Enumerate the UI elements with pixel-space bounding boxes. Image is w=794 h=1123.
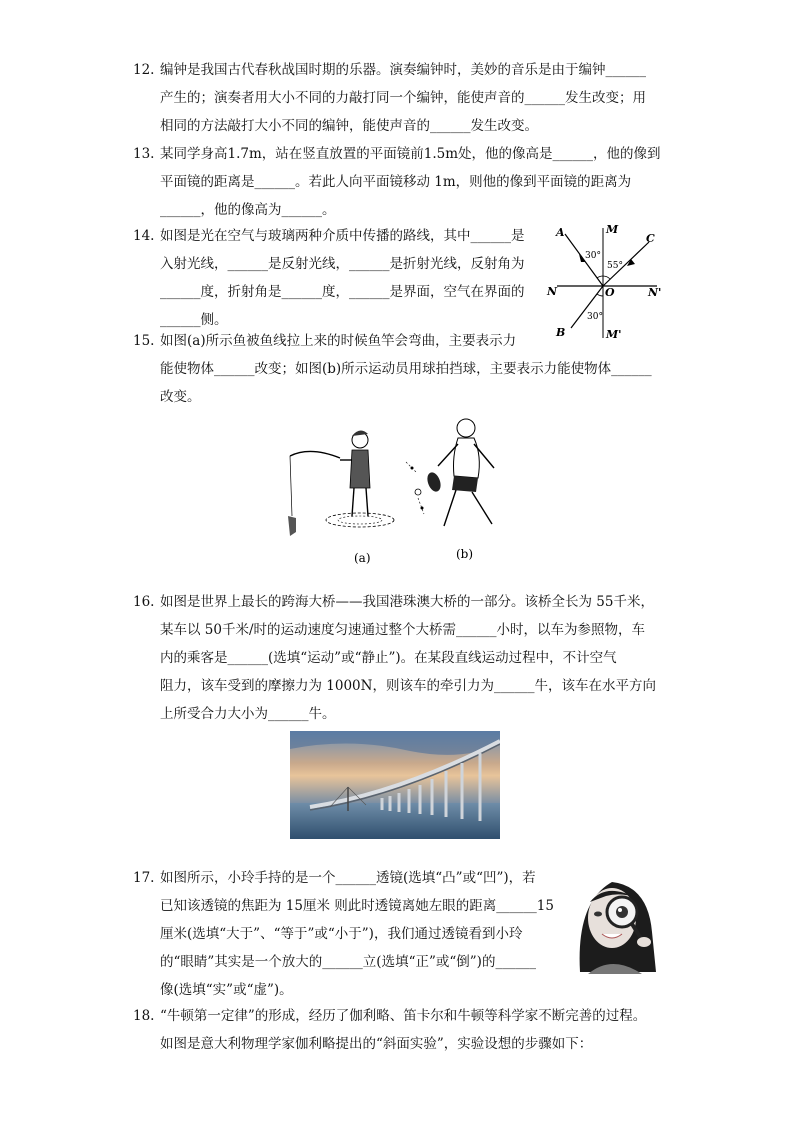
- girl-with-magnifier-photo: [566, 862, 662, 977]
- question-text-line: ______侧。: [160, 312, 228, 328]
- question-text-line: 产生的；演奏者用大小不同的力敲打同一个编钟，能使声音的______发生改变；用: [160, 90, 646, 106]
- question-text-line: ______度，折射角是______度，______是界面，空气在界面的: [160, 284, 525, 300]
- question-text-line: ______，他的像高为______。: [160, 202, 336, 218]
- label-M-prime: M': [606, 328, 622, 341]
- question-text-line: 平面镜的距离是______。若此人向平面镜移动 1m，则他的像到平面镜的距离为: [160, 174, 632, 190]
- bridge-photo: [290, 731, 500, 839]
- question-text-line: 如图是意大利物理学家伽利略提出的“斜面实验”，实验设想的步骤如下：: [160, 1036, 593, 1052]
- label-N: N: [547, 285, 558, 298]
- question-text-line: 如图是光在空气与玻璃两种介质中传播的路线，其中______是: [160, 228, 525, 244]
- question-text-line: 某车以 50千米/时的运动速度匀速通过整个大桥需______小时，以车为参照物，车: [160, 622, 646, 638]
- question-text-line: 相同的方法敲打大小不同的编钟，能使声音的______发生改变。: [160, 118, 538, 134]
- question-number: 14.: [133, 228, 155, 244]
- question-text-line: 如图(a)所示鱼被鱼线拉上来的时候鱼竿会弯曲，主要表示力: [160, 333, 517, 349]
- question-text-line: 某同学身高1.7m，站在竖直放置的平面镜前1.5m处，他的像高是______，他的像到: [160, 146, 661, 162]
- question-text-line: 改变。: [160, 389, 201, 405]
- question-number: 12.: [133, 62, 155, 78]
- question-text-line: 阻力，该车受到的摩擦力为 1000N，则该车的牵引力为______牛，该车在水平方向: [160, 678, 656, 694]
- angle-label-30-top: 30°: [585, 251, 601, 261]
- label-N-prime: N': [648, 286, 662, 299]
- question-text-line: 如图是世界上最长的跨海大桥——我国港珠澳大桥的一部分。该桥全长为 55千米，: [160, 594, 654, 610]
- angle-label-55: 55°: [607, 261, 623, 271]
- question-number: 16.: [133, 594, 155, 610]
- question-number: 18.: [133, 1008, 155, 1024]
- question-text-line: 内的乘客是______(选填“运动”或“静止”)。在某段直线运动过程中，不计空气: [160, 650, 617, 666]
- question-text-line: 像(选填“实”或“虚”)。: [160, 982, 293, 998]
- question-text-line: 已知该透镜的焦距为 15厘米 则此时透镜离她左眼的距离______15: [160, 898, 554, 914]
- question-text-line: 入射光线，______是反射光线，______是折射光线，反射角为: [160, 256, 525, 272]
- question-text-line: 能使物体______改变；如图(b)所示运动员用球拍挡球，主要表示力能使物体______: [160, 361, 652, 377]
- question-text-line: 如图所示，小玲手持的是一个______透镜(选填“凸”或“凹”)，若: [160, 870, 536, 886]
- fisherman-figure: [288, 430, 394, 536]
- light-path-diagram: [545, 220, 663, 342]
- question-text-line: 厘米(选填“大于”、“等于”或“小于”)，我们通过透镜看到小玲: [160, 926, 523, 942]
- label-C: C: [646, 232, 655, 245]
- question-text-line: 的“眼睛”其实是一个放大的______立(选填“正”或“倒”)的______: [160, 954, 536, 970]
- question-number: 15.: [133, 333, 155, 349]
- label-A: A: [556, 226, 565, 239]
- angle-label-30-bottom: 30°: [587, 312, 603, 322]
- figure-label-a: (a): [354, 551, 371, 565]
- question-number: 13.: [133, 146, 155, 162]
- athlete-figure: [406, 419, 494, 526]
- question-number: 17.: [133, 870, 155, 886]
- label-O: O: [605, 286, 615, 299]
- question-text-line: 编钟是我国古代春秋战国时期的乐器。演奏编钟时，美妙的音乐是由于编钟______: [160, 62, 646, 78]
- figure-label-b: (b): [456, 547, 474, 561]
- force-illustration: [282, 416, 512, 566]
- question-text-line: “牛顿第一定律”的形成，经历了伽利略、笛卡尔和牛顿等科学家不断完善的过程。: [160, 1008, 647, 1024]
- label-B: B: [556, 326, 566, 339]
- question-text-line: 上所受合力大小为______牛。: [160, 706, 336, 722]
- label-M: M: [606, 223, 619, 236]
